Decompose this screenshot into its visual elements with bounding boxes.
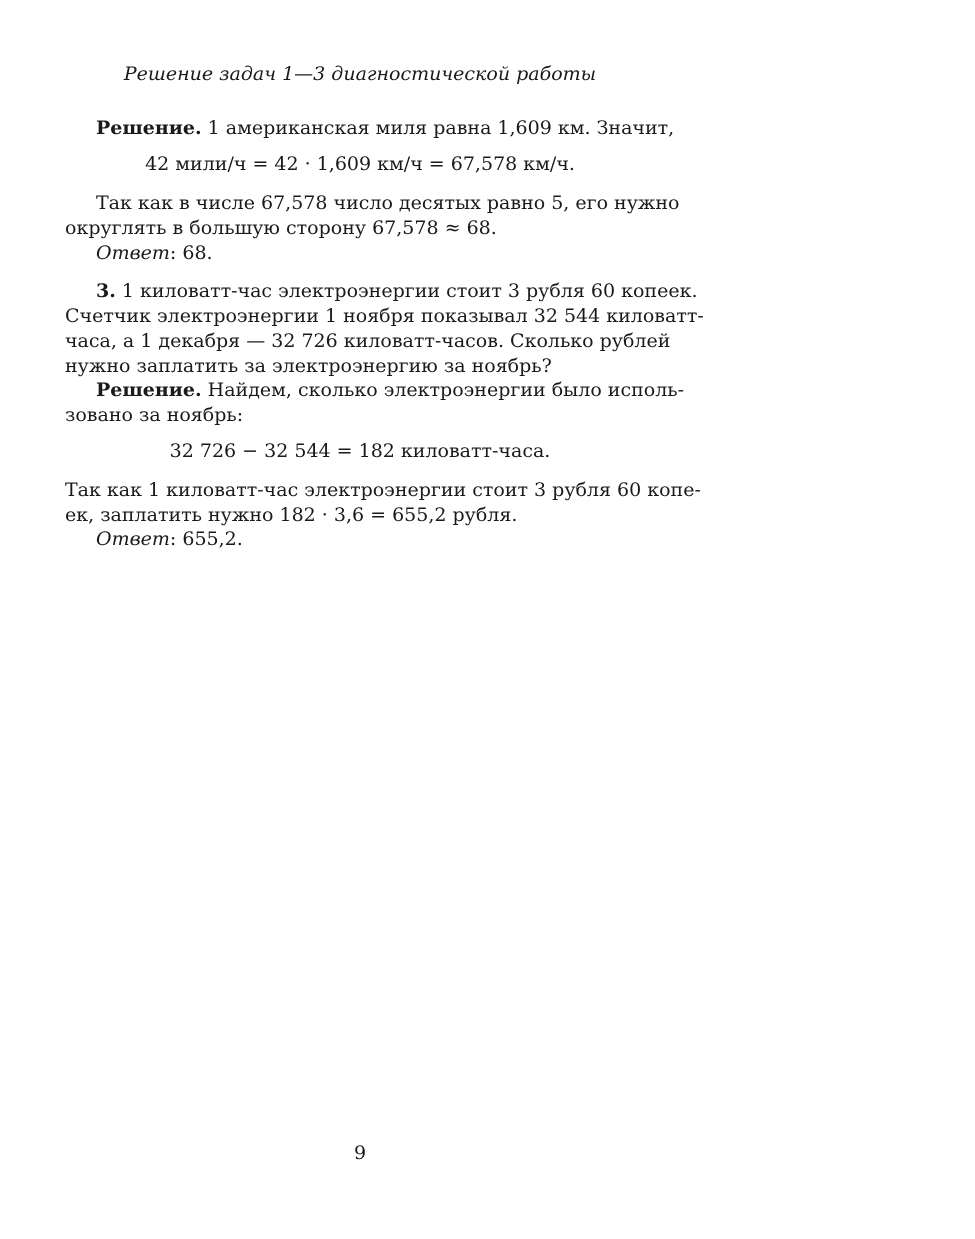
solution2-para-line1-text: Так как в числе 67,578 число десятых равно 5, его нужно [96, 192, 680, 214]
problem3-line1-text: 1 киловатт-час электроэнергии стоит 3 рубля 60 копеек. [115, 280, 698, 302]
problem3-line4 [65, 354, 552, 379]
solution2-intro [96, 116, 674, 141]
solution3-para-line2-text: ек, заплатить нужно 182 · 3,6 = 655,2 рубля. [65, 504, 518, 526]
solution3-formula: 32 726 − 32 544 = 182 киловатт-часа. [169, 440, 551, 462]
solution2-text: 1 американская миля равна 1,609 км. Значит, [201, 117, 675, 139]
solution3-label: Решение. [96, 379, 202, 401]
solution2-para-line1 [96, 191, 679, 216]
answer-value: : 655,2. [169, 528, 243, 550]
problem3-line3-text: часа, а 1 декабря — 32 726 киловатт-часов. Сколько рублей [65, 330, 671, 352]
problem3-line3 [65, 329, 671, 354]
answer-label: Ответ [96, 528, 170, 550]
solution2-para-line2 [65, 216, 497, 241]
solution3-line2-text: зовано за ноябрь: [65, 404, 244, 426]
solution3-para-line1 [65, 478, 701, 503]
problem3-number: 3. [96, 280, 116, 302]
running-header: Решение задач 1—3 диагностической работы [123, 63, 597, 85]
solution3-line2 [65, 403, 243, 428]
solution3-line1-text: Найдем, сколько электроэнергии было исполь- [201, 379, 685, 401]
answer-label: Ответ [96, 242, 170, 264]
solution2-para-line2-text: округлять в большую сторону 67,578 ≈ 68. [65, 217, 497, 239]
solution3-intro [96, 378, 684, 403]
solution3-para-line1-text: Так как 1 киловатт-час электроэнергии стоит 3 рубля 60 копе- [65, 479, 701, 501]
solution3-answer [96, 527, 243, 552]
problem3-line2 [65, 304, 704, 329]
solution2-answer [96, 241, 213, 266]
problem3-line4-text: нужно заплатить за электроэнергию за ноябрь? [65, 355, 552, 377]
answer-value: : 68. [169, 242, 213, 264]
problem3-line1 [96, 279, 697, 304]
solution3-para-line2 [65, 503, 517, 528]
page-number: 9 [353, 1142, 367, 1164]
solution2-formula: 42 мили/ч = 42 · 1,609 км/ч = 67,578 км/ч. [145, 153, 575, 175]
problem3-line2-text: Счетчик электроэнергии 1 ноября показывал 32 544 киловатт- [65, 305, 704, 327]
solution2-label: Решение. [96, 117, 202, 139]
